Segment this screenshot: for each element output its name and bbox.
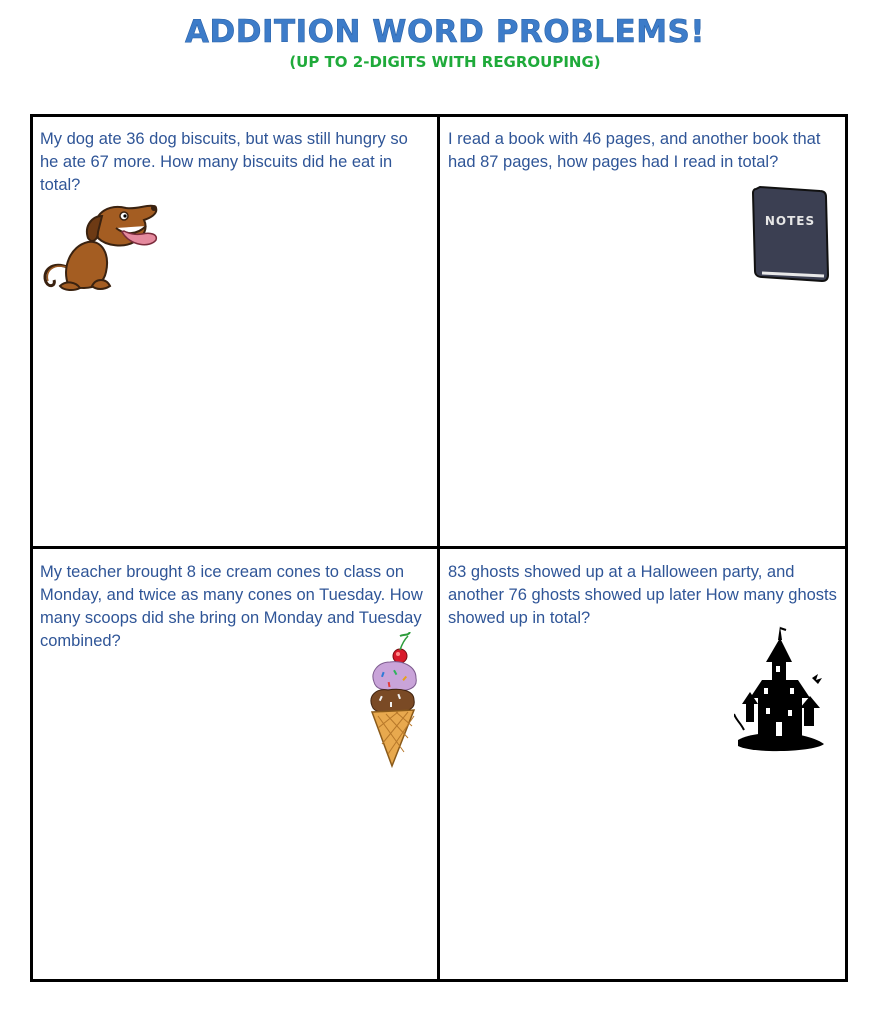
- dog-icon: [40, 198, 160, 294]
- page-title: ADDITION WORD PROBLEMS!: [184, 14, 706, 50]
- page-subtitle: (UP TO 2-DIGITS WITH REGROUPING): [289, 53, 601, 71]
- problem-text-2: I read a book with 46 pages, and another book that had 87 pages, how pages had I read in total?: [448, 130, 821, 171]
- problem-text-4: 83 ghosts showed up at a Halloween party, and another 76 ghosts showed up later How many ghosts showed up in total?: [448, 563, 837, 627]
- notebook-label: NOTES: [764, 214, 816, 228]
- problem-text-3: My teacher brought 8 ice cream cones to class on Monday, and twice as many cones on Tuesday. How many scoops did she bring on Monday and Tuesday combined?: [40, 563, 423, 650]
- problem-text-1: My dog ate 36 dog biscuits, but was still hungry so he ate 67 more. How many biscuits did he eat in total?: [40, 130, 408, 194]
- haunted-house-icon: [734, 626, 828, 756]
- ice-cream-cone-icon: [364, 632, 422, 768]
- notebook-icon: [750, 183, 830, 283]
- grid-divider-horizontal: [30, 546, 848, 549]
